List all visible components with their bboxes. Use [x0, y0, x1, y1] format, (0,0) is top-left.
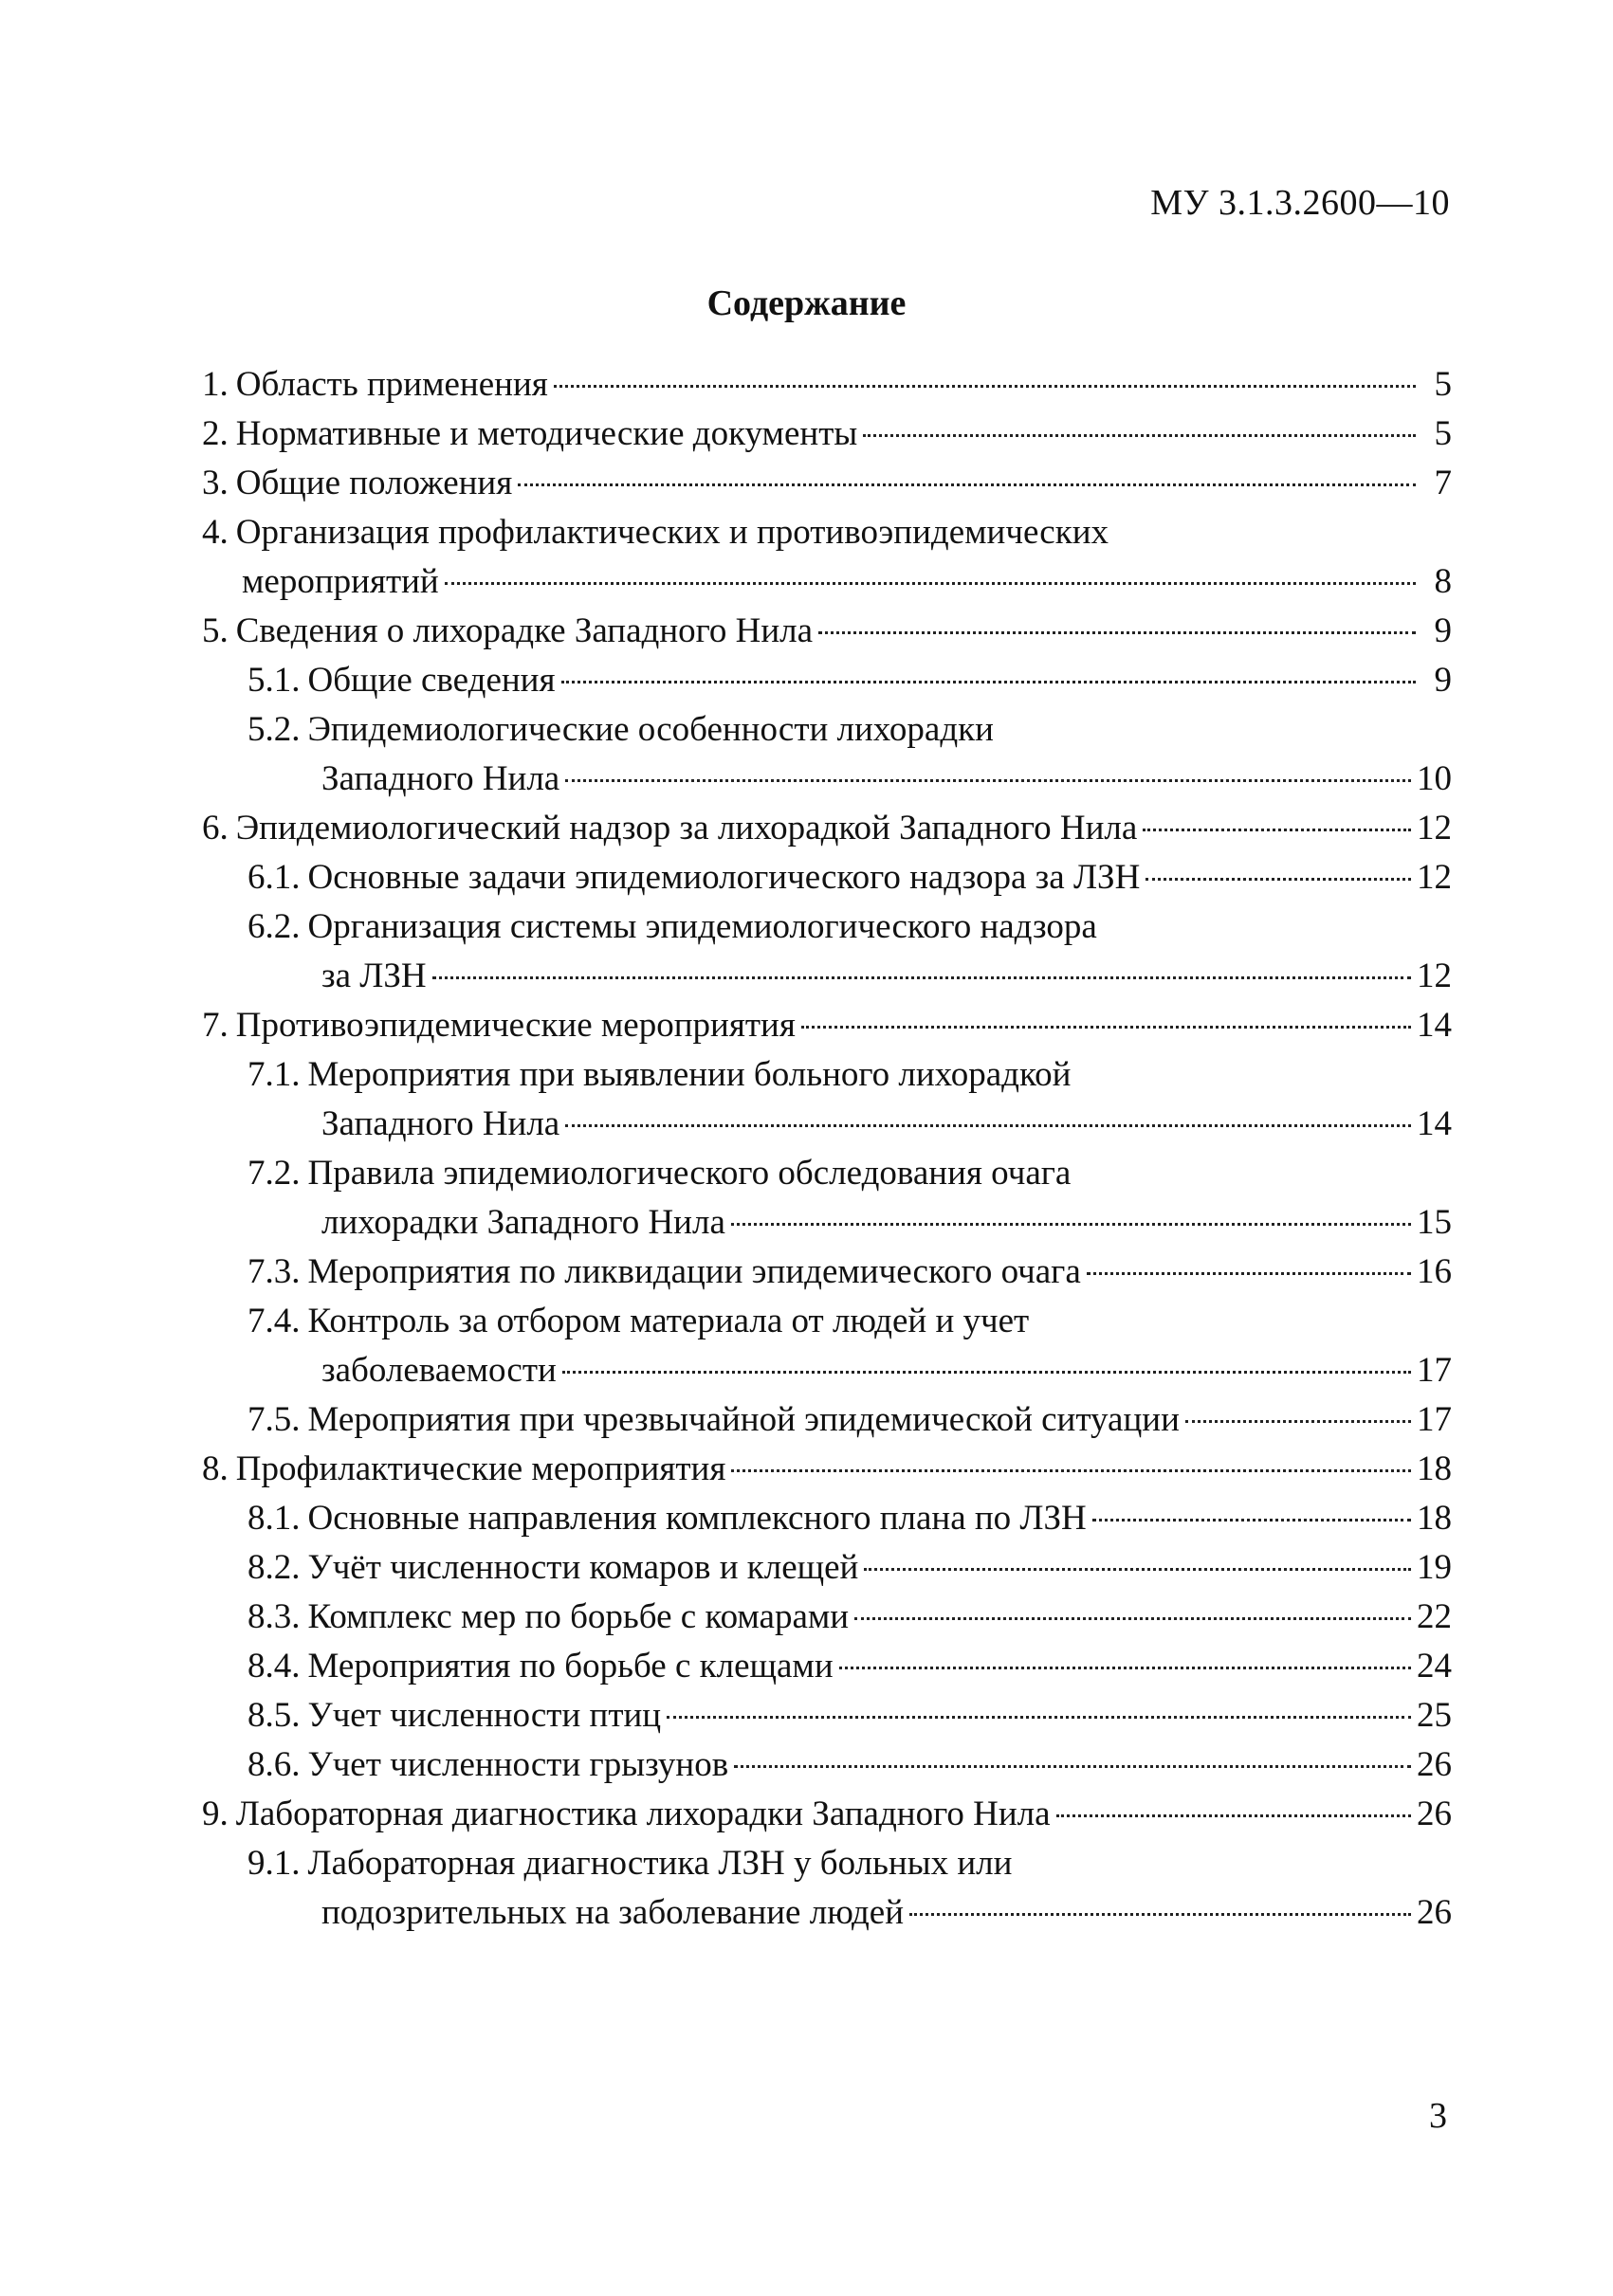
dot-leader: [518, 483, 1416, 486]
toc-entry-title: Сведения о лихорадке Западного Нила: [235, 611, 814, 650]
toc-entry: [202, 1593, 1452, 1642]
dot-leader: [432, 976, 1411, 979]
toc-entry: [202, 1001, 1452, 1050]
toc-entry-line: [247, 1248, 1452, 1297]
dot-leader: [1143, 829, 1411, 831]
toc-entry-number: 5.: [202, 611, 229, 650]
toc-entry-line: [202, 459, 1452, 508]
toc-entry: [202, 459, 1452, 508]
toc-entry-title: Общие сведения: [307, 661, 556, 700]
toc-entry-number: 6.: [202, 809, 229, 847]
dot-leader: [818, 631, 1416, 634]
toc-entry-page: 12: [1417, 957, 1452, 995]
dot-leader: [734, 1765, 1411, 1768]
toc-entry: [202, 1297, 1452, 1395]
toc-entry-line: [202, 508, 1452, 557]
dot-leader: [1087, 1272, 1411, 1275]
toc-entry-title: Комплекс мер по борьбе с комарами: [307, 1597, 850, 1636]
toc-entry-title: Основные направления комплексного плана по ЛЗН: [307, 1499, 1087, 1538]
toc-entry-line: [247, 1691, 1452, 1740]
toc-entry-line: [247, 1149, 1452, 1198]
toc-entry-line: [202, 557, 1452, 607]
toc-entry-line: [247, 1198, 1452, 1248]
toc-entry-page: 17: [1417, 1351, 1452, 1390]
toc-entry-number: 8.4.: [247, 1647, 301, 1686]
toc-entry-page: 15: [1417, 1203, 1452, 1242]
toc-entry-title: заболеваемости: [321, 1351, 557, 1390]
toc-entry-number: 8.: [202, 1449, 229, 1488]
toc-entry-title: Учет численности грызунов: [307, 1745, 729, 1784]
toc-entry-number: 4.: [202, 513, 229, 552]
toc-entry-page: 7: [1434, 464, 1452, 502]
toc-entry-number: 8.1.: [247, 1499, 301, 1538]
toc-entry-number: 3.: [202, 464, 229, 502]
toc-entry-title: Лабораторная диагностика лихорадки Западного Нила: [235, 1795, 1051, 1833]
toc-entry-number: 2.: [202, 414, 229, 453]
toc-entry-line: [247, 705, 1452, 755]
toc-entry: [202, 705, 1452, 804]
dot-leader: [565, 1124, 1411, 1127]
toc-title: Содержание: [706, 283, 907, 323]
toc-entry-line: [247, 952, 1452, 1001]
toc-entry-page: 14: [1417, 1006, 1452, 1045]
toc-entry-title: подозрительных на заболевание людей: [321, 1893, 905, 1932]
toc-entry-page: 12: [1417, 858, 1452, 897]
toc-entry-page: 24: [1417, 1647, 1452, 1686]
toc-entry-number: 7.2.: [247, 1154, 301, 1193]
toc-entry-page: 5: [1434, 414, 1452, 453]
toc-entry-number: 7.3.: [247, 1252, 301, 1291]
toc-entry-number: 7.4.: [247, 1302, 301, 1340]
toc-entry: [202, 1543, 1452, 1593]
toc-entry: [202, 607, 1452, 656]
toc-entry-number: 8.5.: [247, 1696, 301, 1735]
toc-entry: [202, 1395, 1452, 1445]
toc-entry-line: [247, 1642, 1452, 1691]
toc-entry-number: 8.6.: [247, 1745, 301, 1784]
dot-leader: [565, 779, 1411, 782]
toc-entry-line: [202, 410, 1452, 459]
toc-entry-line: [247, 1494, 1452, 1543]
toc-entry: [202, 1740, 1452, 1790]
toc-entry-page: 26: [1417, 1893, 1452, 1932]
dot-leader: [1146, 878, 1411, 881]
toc-entry-line: [202, 1001, 1452, 1050]
toc-entry: [202, 1149, 1452, 1248]
toc-entry: [202, 902, 1452, 1001]
toc-entry-page: 26: [1417, 1745, 1452, 1784]
toc-entry-line: [247, 656, 1452, 705]
dot-leader: [554, 385, 1416, 388]
toc-entry-title: Нормативные и методические документы: [235, 414, 858, 453]
toc-entry-title: Основные задачи эпидемиологического надзора за ЛЗН: [307, 858, 1141, 897]
toc-entry-line: [247, 1050, 1452, 1100]
toc-entry-title: Западного Нила: [321, 1104, 560, 1143]
toc-entry-page: 16: [1417, 1252, 1452, 1291]
toc-entry-page: 14: [1417, 1104, 1452, 1143]
document-code: МУ 3.1.3.2600—10: [1150, 183, 1450, 223]
dot-leader: [731, 1223, 1411, 1226]
toc-entry-title: Мероприятия при выявлении больного лихорадкой: [307, 1055, 1072, 1094]
toc-entry-number: 7.: [202, 1006, 229, 1045]
toc-entry-line: [247, 1297, 1452, 1346]
dot-leader: [909, 1913, 1411, 1916]
toc-entry-page: 18: [1417, 1449, 1452, 1488]
toc-entry-line: [202, 607, 1452, 656]
toc-entry-line: [247, 853, 1452, 902]
dot-leader: [445, 582, 1416, 585]
toc-entry-number: 5.1.: [247, 661, 301, 700]
toc-entry-title: Мероприятия по ликвидации эпидемического очага: [307, 1252, 1081, 1291]
toc-entry-page: 12: [1417, 809, 1452, 847]
dot-leader: [863, 434, 1416, 437]
toc-entry-title: Общие положения: [235, 464, 513, 502]
toc-entry-line: [247, 1543, 1452, 1593]
table-of-contents: [202, 360, 1452, 1938]
page-number: 3: [1429, 2096, 1447, 2136]
dot-leader: [667, 1716, 1411, 1719]
toc-entry: [202, 1642, 1452, 1691]
toc-entry-page: 9: [1434, 611, 1452, 650]
toc-entry-number: 1.: [202, 365, 229, 404]
toc-entry-title: Учёт численности комаров и клещей: [307, 1548, 859, 1587]
toc-entry: [202, 1445, 1452, 1494]
toc-entry-page: 25: [1417, 1696, 1452, 1735]
toc-entry: [202, 1248, 1452, 1297]
dot-leader: [561, 681, 1417, 683]
toc-entry-title: Мероприятия при чрезвычайной эпидемической ситуации: [307, 1400, 1180, 1439]
toc-entry: [202, 1839, 1452, 1938]
dot-leader: [731, 1469, 1411, 1472]
toc-entry-number: 7.1.: [247, 1055, 301, 1094]
toc-entry-page: 9: [1434, 661, 1452, 700]
toc-entry: [202, 360, 1452, 410]
toc-entry-page: 18: [1417, 1499, 1452, 1538]
dot-leader: [562, 1371, 1411, 1374]
toc-entry-line: [202, 1790, 1452, 1839]
toc-entry-line: [247, 1395, 1452, 1445]
toc-entry-line: [247, 1888, 1452, 1938]
toc-entry-number: 6.2.: [247, 907, 301, 946]
toc-entry-title: лихорадки Западного Нила: [321, 1203, 725, 1242]
toc-entry-page: 5: [1434, 365, 1452, 404]
toc-entry-title: Мероприятия по борьбе с клещами: [307, 1647, 834, 1686]
toc-entry-title: Правила эпидемиологического обследования очага: [307, 1154, 1072, 1193]
toc-entry-line: [202, 360, 1452, 410]
toc-entry-title: Учет численности птиц: [307, 1696, 662, 1735]
toc-entry-page: 17: [1417, 1400, 1452, 1439]
toc-entry: [202, 410, 1452, 459]
toc-entry-number: 7.5.: [247, 1400, 301, 1439]
toc-entry: [202, 656, 1452, 705]
toc-entry: [202, 1050, 1452, 1149]
toc-entry-page: 19: [1417, 1548, 1452, 1587]
dot-leader: [864, 1568, 1411, 1571]
toc-entry-title: Организация системы эпидемиологического надзора: [307, 907, 1097, 946]
toc-entry-title: Противоэпидемические мероприятия: [235, 1006, 796, 1045]
toc-entry-title: Профилактические мероприятия: [235, 1449, 726, 1488]
toc-entry-page: 22: [1417, 1597, 1452, 1636]
dot-leader: [1092, 1519, 1411, 1522]
toc-entry-title: Эпидемиологические особенности лихорадки: [307, 710, 994, 749]
toc-entry-title: Область применения: [235, 365, 548, 404]
toc-entry-title: Лабораторная диагностика ЛЗН у больных или: [307, 1844, 1013, 1883]
toc-entry-number: 5.2.: [247, 710, 301, 749]
toc-entry-page: 10: [1417, 759, 1452, 798]
toc-entry-line: [202, 1445, 1452, 1494]
toc-entry-line: [247, 1839, 1452, 1888]
dot-leader: [801, 1026, 1411, 1029]
toc-entry-line: [247, 1100, 1452, 1149]
toc-entry: [202, 804, 1452, 853]
toc-entry-line: [247, 1593, 1452, 1642]
toc-entry-line: [247, 902, 1452, 952]
toc-entry-title: Организация профилактических и противоэпидемических: [235, 513, 1109, 552]
toc-entry-title: Западного Нила: [321, 759, 560, 798]
toc-entry-number: 6.1.: [247, 858, 301, 897]
toc-entry-number: 9.: [202, 1795, 229, 1833]
toc-entry: [202, 1691, 1452, 1740]
dot-leader: [1185, 1420, 1411, 1423]
toc-entry-title: за ЛЗН: [321, 957, 427, 995]
toc-entry-number: 8.2.: [247, 1548, 301, 1587]
toc-entry-line: [202, 804, 1452, 853]
toc-entry-page: 8: [1434, 562, 1452, 601]
toc-entry-number: 8.3.: [247, 1597, 301, 1636]
dot-leader: [839, 1667, 1411, 1669]
toc-entry-title: мероприятий: [242, 562, 439, 601]
dot-leader: [854, 1617, 1411, 1620]
toc-entry-line: [247, 755, 1452, 804]
toc-entry-title: Эпидемиологический надзор за лихорадкой Западного Нила: [235, 809, 1138, 847]
toc-entry-title: Контроль за отбором материала от людей и учет: [307, 1302, 1030, 1340]
toc-entry-page: 26: [1417, 1795, 1452, 1833]
toc-entry-line: [247, 1740, 1452, 1790]
toc-entry-line: [247, 1346, 1452, 1395]
toc-entry: [202, 508, 1452, 607]
toc-entry: [202, 1494, 1452, 1543]
toc-entry: [202, 853, 1452, 902]
toc-entry-number: 9.1.: [247, 1844, 301, 1883]
dot-leader: [1056, 1814, 1411, 1817]
toc-entry: [202, 1790, 1452, 1839]
